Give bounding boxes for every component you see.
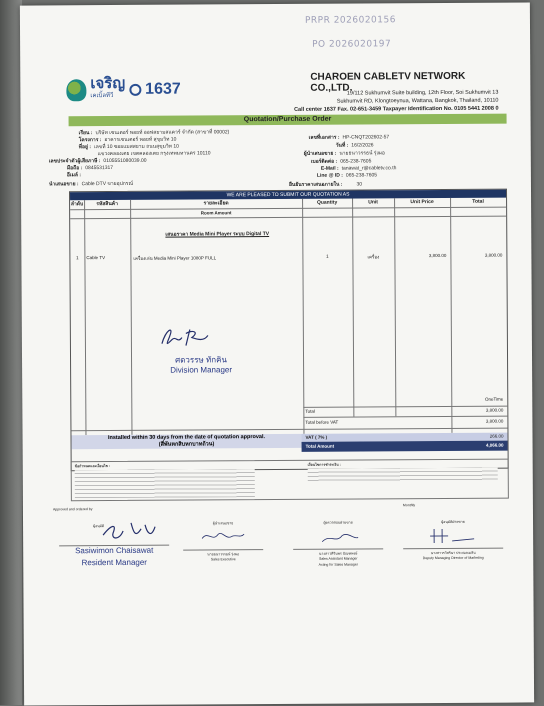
col-header-desc: รายละเอียด xyxy=(130,199,302,209)
label: Line @ ID : xyxy=(317,173,343,179)
company-contact: Call center 1637 Fax. 02-651-3459 Taxpayer Identification No. 0105 5441 2008 0 xyxy=(288,105,498,114)
conditions-text xyxy=(75,469,255,498)
row-no: 1 xyxy=(70,255,84,260)
onetime-label: OneTime xyxy=(451,397,503,402)
label: โครงการ : xyxy=(79,137,102,143)
value: 065-238-7605 xyxy=(340,158,371,164)
vat-label: VAT ( 7% ) xyxy=(305,435,327,440)
company-logo xyxy=(66,75,181,106)
customer-name: Sasiwimon Chaisawat xyxy=(59,546,169,556)
row-code: Cable TV xyxy=(86,255,105,260)
label: ผู้นำเสนอขาย : xyxy=(304,151,337,157)
doc-date xyxy=(336,141,374,149)
install-note: Installed within 30 days from the date of quotation approval. xyxy=(71,434,301,441)
amount-in-words: (สี่พันหกสิบหกบาทถ้วน) xyxy=(72,440,302,449)
conditions-title: ข้อกำหนดและเงื่อนไข : xyxy=(75,464,111,469)
col-header-qty: Quantity xyxy=(302,199,352,208)
label: ยืนยันราคาเสนอภายใน : xyxy=(289,182,343,188)
label: เรียน : xyxy=(79,130,93,136)
value: บริษัท เซนเตอร์ พอยท์ ออฟสยามสแควร์ จำกัด (สาขาที่ 00002) xyxy=(95,129,229,136)
handwritten-note-1: PRPR 2026020156 xyxy=(305,15,396,26)
sales-check-title: Sales Assistant Manager xyxy=(293,556,383,561)
conditions-box xyxy=(71,459,509,502)
value: Cable DTV ขายอุปกรณ์ xyxy=(82,181,134,187)
doc-validity xyxy=(289,180,362,188)
label: E-Mail : xyxy=(321,166,339,172)
logo-brand: เจริญ xyxy=(90,75,125,92)
label: เบอร์ติดต่อ : xyxy=(311,159,337,165)
quotation-table xyxy=(69,189,509,472)
room-amount: Room Amount xyxy=(130,210,302,216)
label: นำเสนอขาย : xyxy=(49,181,79,187)
value: 065-238-7605 xyxy=(346,172,377,178)
value: 30 xyxy=(356,181,362,187)
sales-exec-signature-icon xyxy=(198,526,248,546)
customer-title: Resident Manager xyxy=(59,558,169,568)
col-header-unit: Unit xyxy=(352,198,394,207)
handwritten-note-2: PO 2026020197 xyxy=(312,39,391,49)
value: 0105551080039.00 xyxy=(103,158,146,164)
sales-approve-name: นางสาวรวิสรินา ประณตเมลิน xyxy=(403,550,503,557)
before-vat-label: Total before VAT xyxy=(305,420,338,425)
label: วันที่ : xyxy=(336,143,349,149)
row-unit: เครื่อง xyxy=(352,253,394,260)
sales-exec-title: Sales Executive xyxy=(183,557,263,561)
sales-check-name: นางสาวศิรินพร ปัณฑพงษ์ xyxy=(293,550,383,557)
sales-approve-role: ผู้อนุมัติฝ่ายขาย xyxy=(403,519,503,526)
amount-value: 4,066.00 xyxy=(452,443,504,448)
install-note-bar xyxy=(71,434,301,449)
document-title: Quotation/Purchase Order xyxy=(69,114,507,127)
customer-role: ผู้อนุมัติ xyxy=(93,523,104,529)
label: เลขประจำตัวผู้เสียภาษี : xyxy=(49,158,101,164)
customer-email xyxy=(67,171,84,179)
sales-check-title-2: Acting for Sales Manager xyxy=(293,562,383,567)
manager-signature-icon xyxy=(156,321,226,351)
doc-email xyxy=(321,165,397,171)
value: 16/2/2026 xyxy=(351,142,373,148)
table-banner: WE ARE PLEASED TO SUBMIT OUR QUOTATION AS xyxy=(70,190,506,201)
payment-text xyxy=(308,468,498,483)
col-header-no: ลำดับ xyxy=(70,200,84,209)
quotation-document xyxy=(20,2,534,705)
total-label: Total xyxy=(305,409,315,414)
customer-presenter xyxy=(49,180,133,189)
monthly-label: Monthly xyxy=(403,503,415,507)
value: นายธนาวรรธน์ รุ่งผอ xyxy=(339,150,385,156)
value: HP-CNQT202602-57 xyxy=(342,134,389,140)
sales-check-role: ผู้ตรวจสอบฝ่ายขาย xyxy=(293,519,383,526)
label: เลขที่เอกสาร : xyxy=(309,135,340,141)
logo-ring-icon xyxy=(129,84,141,96)
value: อาคารเซนเตอร์ พอยท์ สุขุมวิท 10 xyxy=(104,137,176,143)
doc-line xyxy=(317,172,377,178)
label: มือถือ : xyxy=(67,165,82,171)
row-qty: 1 xyxy=(302,254,352,259)
company-address xyxy=(288,89,498,114)
value: เลขที่ 10 ซอยแมสสยาม ถนนสุขุมวิท 10 xyxy=(94,144,179,151)
signer-name: ศดวรรษ ทักคิน xyxy=(131,353,271,367)
logo-mark-icon xyxy=(66,79,86,101)
signer-title: Division Manager xyxy=(131,365,271,375)
amount-label: Total Amount xyxy=(306,444,335,449)
sales-exec-role: ผู้นำเสนอขาย xyxy=(183,520,263,526)
company-name: CHAROEN CABLETV NETWORK CO.,LTD. xyxy=(310,71,490,94)
total-value: 3,800.00 xyxy=(451,408,503,413)
row-total: 3,800.00 xyxy=(450,253,502,258)
value: 0845531317 xyxy=(85,165,113,171)
doc-number xyxy=(309,133,390,141)
row-price: 3,800.00 xyxy=(394,253,446,258)
sales-approve-title: Deputy Managing Director of Marketing xyxy=(403,556,503,561)
label: อีเมล์ : xyxy=(67,172,81,178)
sales-approve-signature-icon xyxy=(428,525,478,547)
before-vat-value: 3,800.00 xyxy=(451,419,503,424)
logo-number: 1637 xyxy=(145,81,181,99)
row-desc: เครื่องเล่น Media Mini Player 1080P FULL xyxy=(133,254,216,262)
value: tanawat_r@cabletv.co.th xyxy=(342,165,397,171)
col-header-price: Unit Price xyxy=(394,198,450,207)
sales-exec-name: นายธนาวรรธน์ รุ่งผอ xyxy=(183,551,263,557)
scan-background xyxy=(0,0,22,705)
payment-title: เงื่อนไขการชำระเงิน : xyxy=(308,463,341,468)
total-amount-row xyxy=(302,441,508,452)
section-title: เสนอราคา Media Mini Player ระบบ Digital TV xyxy=(134,230,300,239)
value: แขวงคลองเตย เขตคลองเตย กรุงเทพมหานคร 10110 xyxy=(98,150,211,157)
address-line-1: 19/112 Sukhumvit Suite building, 12th Floor, Soi Sukhumvit 13 xyxy=(288,89,498,98)
logo-brand-sub: เคเบิ้ลทีวี xyxy=(90,90,125,103)
col-header-total: Total xyxy=(450,198,506,207)
customer-signature-icon xyxy=(93,517,163,545)
address-line-2: Sukhumvit RD, Klongtoeynua, Wattana, Bangkok, Thailand, 10110 xyxy=(288,97,498,106)
col-header-code: รหัสสินค้า xyxy=(84,200,130,209)
approved-label: Approved and ordered by xyxy=(53,507,93,511)
sales-check-signature-icon xyxy=(318,527,362,547)
label: ที่อยู่ : xyxy=(79,144,91,150)
doc-sales xyxy=(304,149,385,157)
vat-value: 266.00 xyxy=(451,434,503,439)
